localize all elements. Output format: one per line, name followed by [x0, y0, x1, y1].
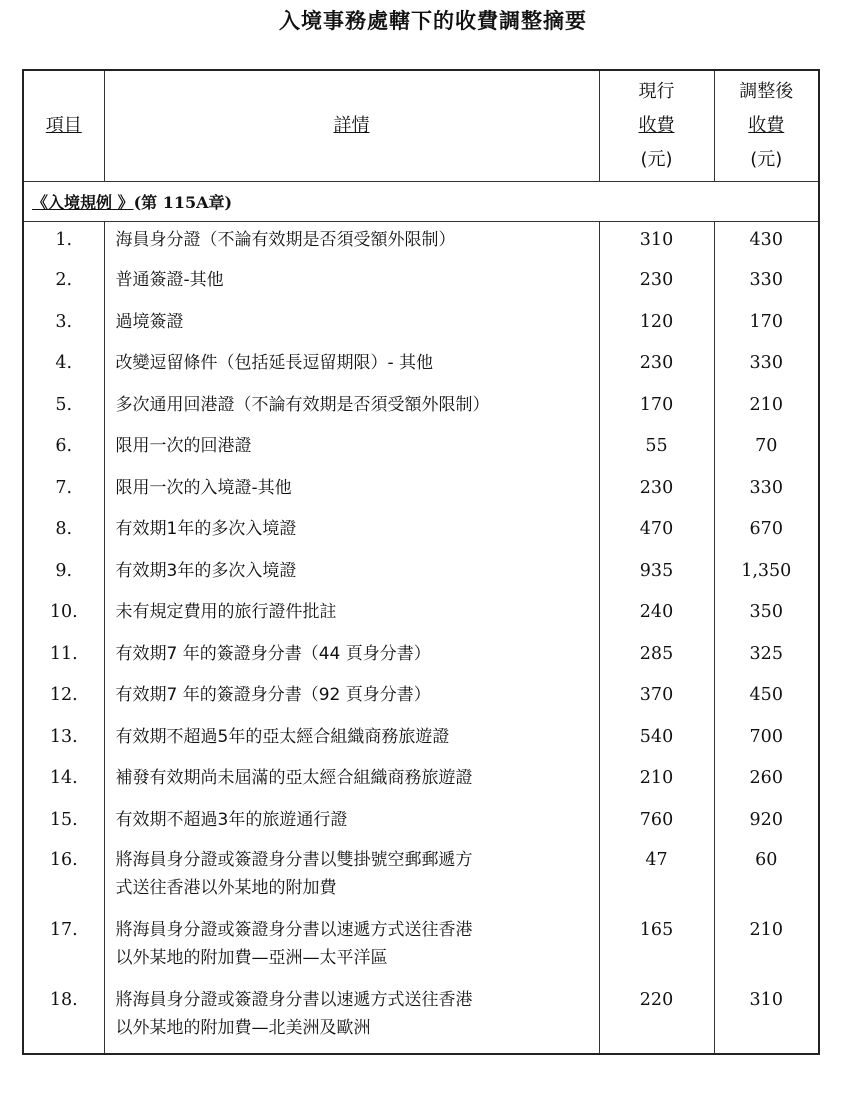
row-detail-line: 以外某地的附加費—北美洲及歐洲: [115, 1018, 371, 1038]
row-detail: [104, 222, 599, 264]
row-number: 13.: [23, 720, 104, 762]
table-row: [23, 914, 819, 984]
table-row: [23, 595, 819, 637]
row-number: 6.: [23, 429, 104, 471]
row-adjusted-fee: 260: [714, 761, 819, 803]
row-number: 18.: [23, 984, 104, 1054]
row-number: 1.: [23, 222, 104, 264]
row-detail: [104, 720, 599, 762]
header-detail: 詳情: [104, 70, 599, 182]
row-number: 10.: [23, 595, 104, 637]
row-adjusted-fee: 325: [714, 637, 819, 679]
row-current-fee: 220: [599, 984, 714, 1054]
row-detail-line: 有效期1年的多次入境證: [115, 519, 297, 539]
fee-rows: [23, 222, 819, 1055]
header-item: 項目: [23, 70, 104, 182]
row-detail-line: 有效期3年的多次入境證: [115, 560, 297, 581]
row-adjusted-fee: 60: [714, 844, 819, 914]
row-detail: [104, 346, 599, 388]
row-detail-line: 有效期不超過3年的旅遊通行證: [115, 809, 348, 830]
row-adjusted-fee: 330: [714, 346, 819, 388]
row-adjusted-fee: 350: [714, 595, 819, 637]
section-row: [23, 182, 819, 222]
section-heading-ordinance: 《入境規例 》: [32, 193, 134, 212]
row-detail: [104, 471, 599, 513]
table-row: [23, 429, 819, 471]
row-number: 11.: [23, 637, 104, 679]
row-detail-line: 以外某地的附加費—亞洲—太平洋區: [115, 948, 388, 968]
row-current-fee: 230: [599, 263, 714, 305]
header-adjusted-fee-line1: 調整後: [739, 81, 794, 102]
table-row: [23, 512, 819, 554]
header-adjusted-fee: [714, 70, 819, 182]
row-adjusted-fee: 330: [714, 263, 819, 305]
row-detail-line: 將海員身分證或簽證身分書以速遞方式送往香港: [115, 920, 473, 940]
row-current-fee: 210: [599, 761, 714, 803]
row-current-fee: 760: [599, 803, 714, 845]
row-detail: [104, 914, 599, 984]
row-detail-line: 海員身分證（不論有效期是否須受額外限制）: [115, 230, 456, 250]
table-row: [23, 637, 819, 679]
table-row: [23, 984, 819, 1054]
row-current-fee: 165: [599, 914, 714, 984]
section-heading-chapter: (第 115A章): [133, 193, 233, 212]
row-current-fee: 370: [599, 678, 714, 720]
row-number: 5.: [23, 388, 104, 430]
table-row: [23, 263, 819, 305]
row-current-fee: 120: [599, 305, 714, 347]
row-detail: [104, 388, 599, 430]
row-adjusted-fee: 210: [714, 388, 819, 430]
row-detail-line: 未有規定費用的旅行證件批註: [115, 602, 337, 622]
header-current-fee-line1: 現行: [638, 81, 675, 102]
table-row: [23, 803, 819, 845]
row-number: 9.: [23, 554, 104, 596]
row-number: 4.: [23, 346, 104, 388]
row-detail-line: 將海員身分證或簽證身分書以速遞方式送往香港: [115, 990, 473, 1010]
row-detail: [104, 984, 599, 1054]
row-current-fee: 935: [599, 554, 714, 596]
row-detail-line: 有效期7 年的簽證身分書（44 頁身分書）: [115, 643, 431, 664]
header-current-fee: [599, 70, 714, 182]
row-detail-line: 多次通用回港證（不論有效期是否須受額外限制）: [115, 394, 490, 415]
header-current-fee-line3: (元): [640, 149, 673, 170]
row-current-fee: 170: [599, 388, 714, 430]
row-detail-line: 過境簽證: [115, 311, 184, 332]
row-detail-line: 將海員身分證或簽證身分書以雙掛號空郵郵遞方: [115, 850, 473, 870]
row-number: 17.: [23, 914, 104, 984]
header-adjusted-fee-line3: (元): [750, 149, 783, 170]
table-row: [23, 720, 819, 762]
row-number: 16.: [23, 844, 104, 914]
row-detail: [104, 637, 599, 679]
row-detail: [104, 263, 599, 305]
row-number: 14.: [23, 761, 104, 803]
table-row: [23, 678, 819, 720]
row-adjusted-fee: 920: [714, 803, 819, 845]
row-detail: [104, 803, 599, 845]
table-row: [23, 346, 819, 388]
row-detail-line: 限用一次的入境證-其他: [115, 477, 292, 498]
row-number: 3.: [23, 305, 104, 347]
row-current-fee: 470: [599, 512, 714, 554]
row-number: 12.: [23, 678, 104, 720]
row-detail: [104, 429, 599, 471]
row-current-fee: 240: [599, 595, 714, 637]
row-adjusted-fee: 430: [714, 222, 819, 264]
row-number: 2.: [23, 263, 104, 305]
header-current-fee-line2: 收費: [638, 115, 675, 136]
row-detail-line: 限用一次的回港證: [115, 436, 252, 456]
row-adjusted-fee: 170: [714, 305, 819, 347]
row-current-fee: 285: [599, 637, 714, 679]
row-detail-line: 普通簽證-其他: [115, 270, 224, 290]
header-adjusted-fee-line2: 收費: [748, 115, 785, 136]
table-row: [23, 761, 819, 803]
fee-table: [22, 69, 820, 1055]
row-adjusted-fee: 450: [714, 678, 819, 720]
row-current-fee: 230: [599, 346, 714, 388]
row-adjusted-fee: 330: [714, 471, 819, 513]
row-adjusted-fee: 700: [714, 720, 819, 762]
row-detail: [104, 554, 599, 596]
row-adjusted-fee: 670: [714, 512, 819, 554]
table-row: [23, 305, 819, 347]
row-detail-line: 式送往香港以外某地的附加費: [115, 878, 337, 898]
row-detail: [104, 761, 599, 803]
table-header: [23, 70, 819, 182]
row-adjusted-fee: 310: [714, 984, 819, 1054]
row-detail-line: 有效期不超過5年的亞太經合組織商務旅遊證: [115, 726, 450, 747]
row-adjusted-fee: 210: [714, 914, 819, 984]
row-number: 7.: [23, 471, 104, 513]
row-adjusted-fee: 1,350: [714, 554, 819, 596]
row-current-fee: 230: [599, 471, 714, 513]
table-row: [23, 844, 819, 914]
row-detail: [104, 595, 599, 637]
row-detail: [104, 844, 599, 914]
row-detail-line: 有效期7 年的簽證身分書（92 頁身分書）: [115, 685, 431, 705]
table-row: [23, 554, 819, 596]
row-current-fee: 310: [599, 222, 714, 264]
row-current-fee: 55: [599, 429, 714, 471]
row-detail: [104, 512, 599, 554]
row-current-fee: 540: [599, 720, 714, 762]
row-number: 8.: [23, 512, 104, 554]
row-current-fee: 47: [599, 844, 714, 914]
row-detail: [104, 678, 599, 720]
page-title: 入境事務處轄下的收費調整摘要: [279, 9, 587, 33]
table-row: [23, 222, 819, 264]
section-heading: [23, 182, 819, 222]
row-detail-line: 補發有效期尚未屆滿的亞太經合組織商務旅遊證: [115, 768, 473, 788]
row-adjusted-fee: 70: [714, 429, 819, 471]
row-number: 15.: [23, 803, 104, 845]
table-row: [23, 388, 819, 430]
row-detail-line: 改變逗留條件（包括延長逗留期限）- 其他: [115, 353, 434, 373]
table-row: [23, 471, 819, 513]
row-detail: [104, 305, 599, 347]
